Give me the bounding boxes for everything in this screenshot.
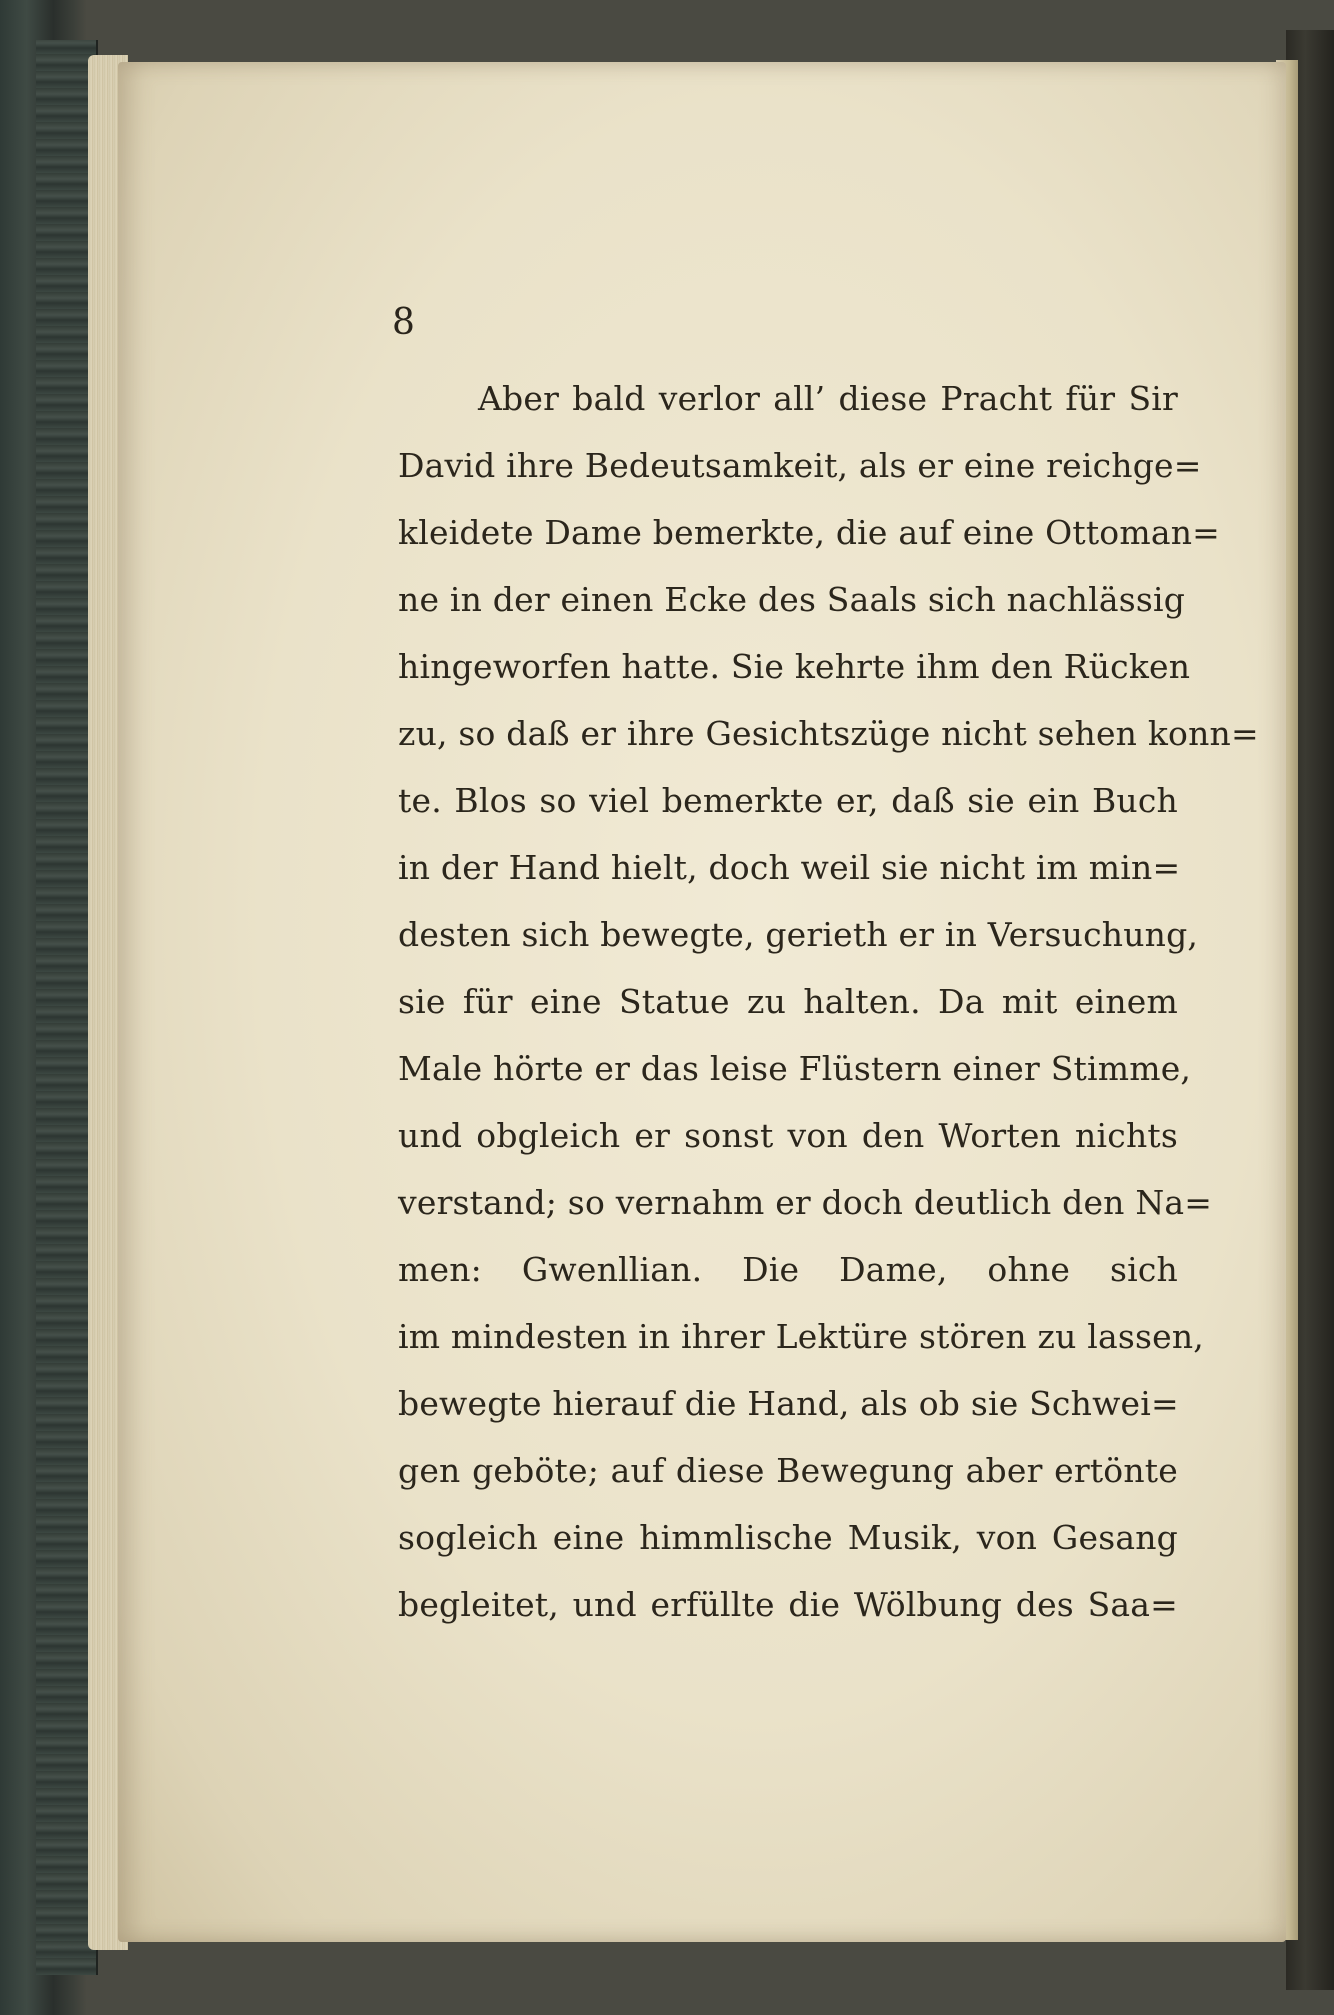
text-line: David ihre Bedeutsamkeit, als er eine reichge= — [398, 446, 1202, 485]
text-line: gen geböte; auf diese Bewegung aber ertönte — [398, 1451, 1178, 1490]
text-line: verstand; so vernahm er doch deutlich den Na= — [398, 1183, 1213, 1222]
text-line: men: Gwenllian. Die Dame, ohne sich — [398, 1250, 1178, 1289]
text-line: sogleich eine himmlische Musik, von Gesang — [398, 1518, 1178, 1557]
body-text — [398, 365, 1259, 1638]
text-line: hingeworfen hatte. Sie kehrte ihm den Rücken — [398, 647, 1191, 686]
text-line: Male hörte er das leise Flüstern einer Stimme, — [398, 1049, 1192, 1088]
text-line: te. Blos so viel bemerkte er, daß sie ein Buch — [398, 781, 1178, 820]
page-number: 8 — [392, 302, 415, 343]
text-line: begleitet, und erfüllte die Wölbung des Saa= — [398, 1585, 1178, 1624]
text-line: und obgleich er sonst von den Worten nichts — [398, 1116, 1178, 1155]
text-line: ne in der einen Ecke des Saals sich nachlässig — [398, 580, 1186, 619]
text-line: in der Hand hielt, doch weil sie nicht im min= — [398, 848, 1181, 887]
text-line: zu, so daß er ihre Gesichtszüge nicht sehen konn= — [398, 714, 1259, 753]
text-line: sie für eine Statue zu halten. Da mit einem — [398, 982, 1178, 1021]
text-line: bewegte hierauf die Hand, als ob sie Schwei= — [398, 1384, 1179, 1423]
text-line: Aber bald verlor all’ diese Pracht für Sir — [478, 379, 1178, 418]
text-line: desten sich bewegte, gerieth er in Versuchung, — [398, 915, 1199, 954]
text-line: kleidete Dame bemerkte, die auf eine Ottoman= — [398, 513, 1221, 552]
text-line: im mindesten in ihrer Lektüre stören zu lassen, — [398, 1317, 1204, 1356]
